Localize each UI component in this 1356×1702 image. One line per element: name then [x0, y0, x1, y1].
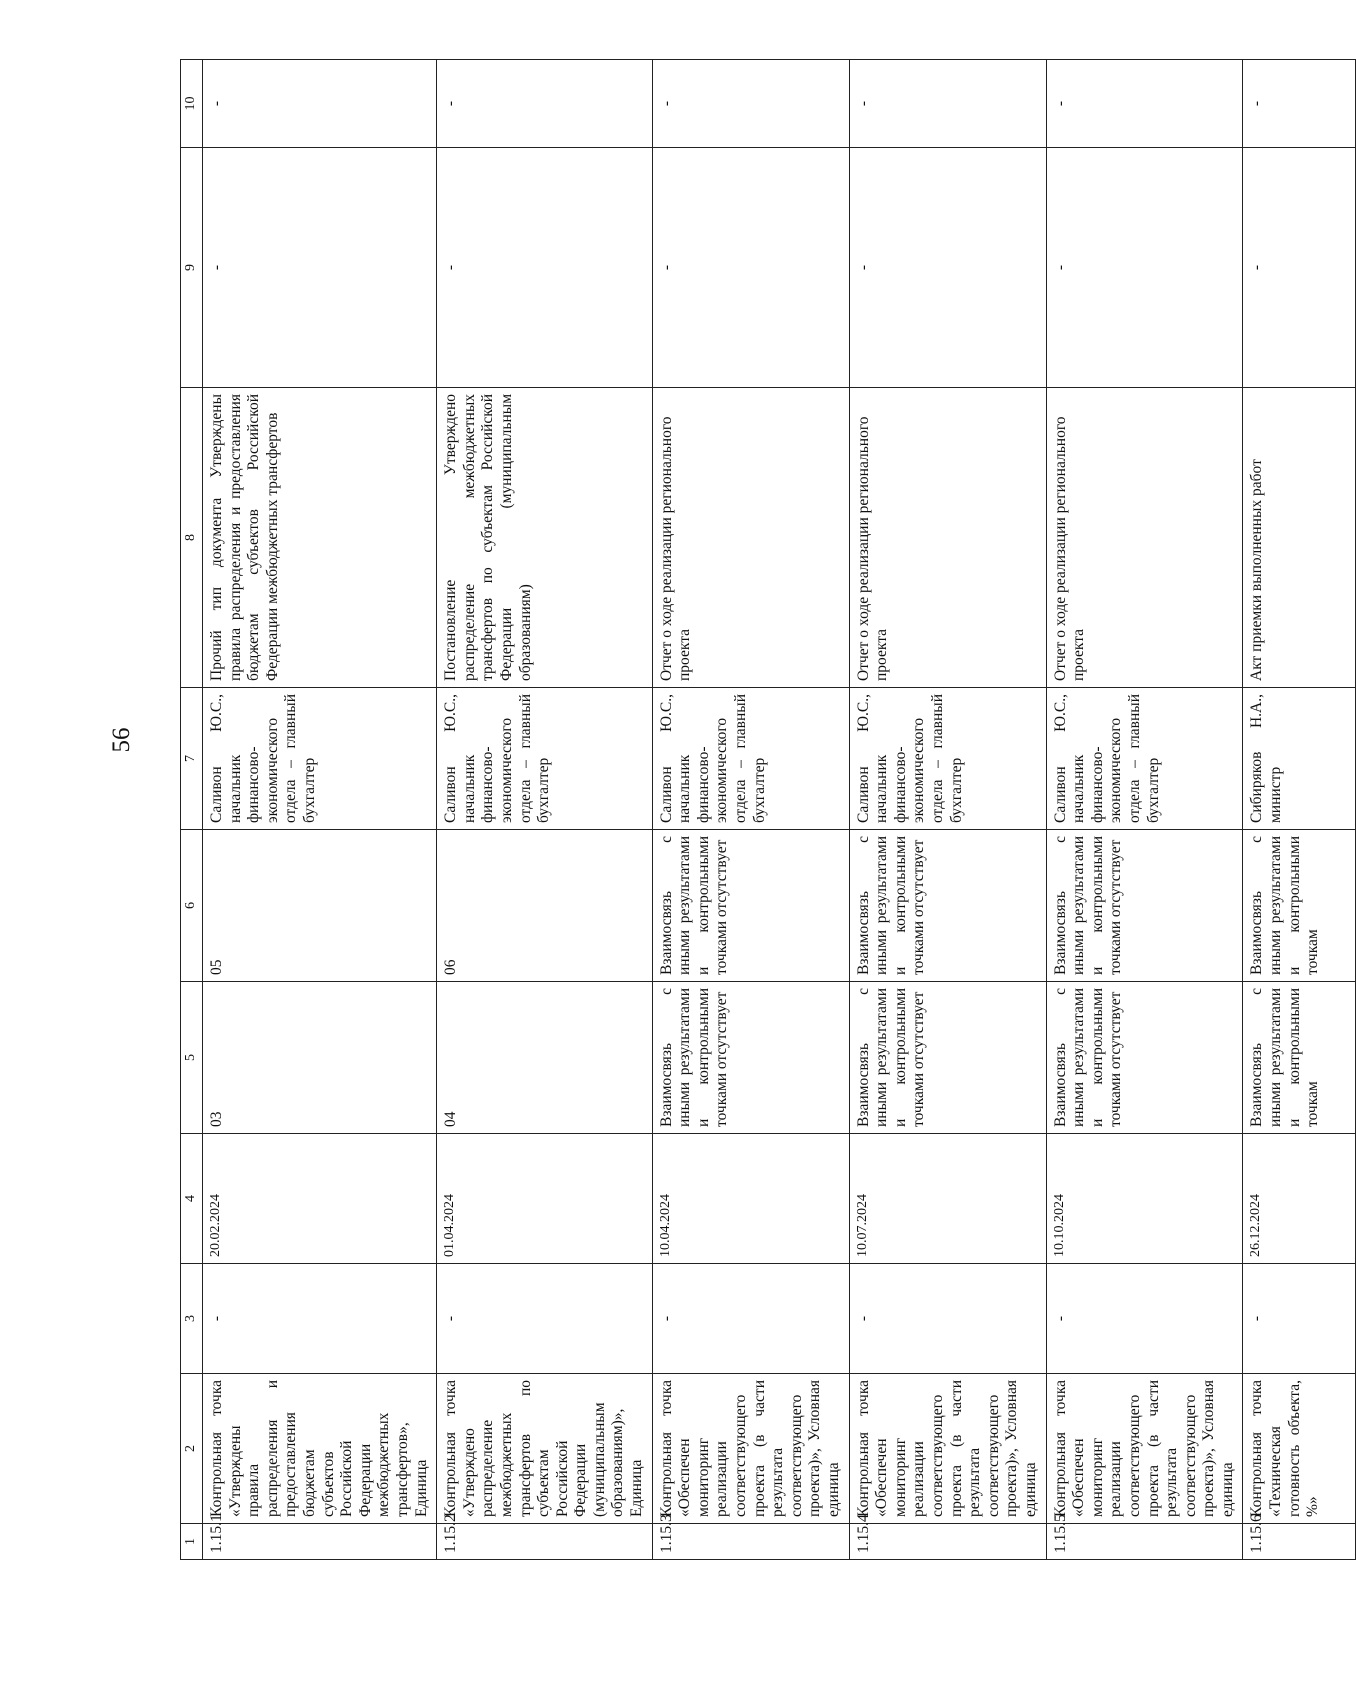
successors: 06 — [437, 830, 653, 982]
cell-col-3: - — [849, 1264, 1046, 1374]
control-point-name: Контрольная точка «Утверждено распределение межбюджетных трансфертов по субъектам Российской Федерации (муниципальным образованиям)», Единица — [437, 1374, 653, 1524]
control-point-name: Контрольная точка «Обеспечен мониторинг реализации соответствующего проекта (в части результата соответствующего проекта)», Условная единица — [1046, 1374, 1243, 1524]
table-row — [437, 60, 653, 1560]
cell-col-3: - — [437, 1264, 653, 1374]
column-number: 4 — [181, 1134, 203, 1264]
column-number: 8 — [181, 388, 203, 688]
column-number: 9 — [181, 148, 203, 388]
column-number: 10 — [181, 60, 203, 148]
predecessors: Взаимосвязь с иными результатами и контрольными точкам — [1243, 982, 1356, 1134]
cell-col-3: - — [652, 1264, 849, 1374]
cell-col-9: - — [1243, 148, 1356, 388]
deadline-date: 01.04.2024 — [437, 1134, 653, 1264]
row-number: 1.15.3 — [652, 1524, 849, 1560]
responsible-person: Саливон Ю.С., начальник финансово-экономического отдела – главный бухгалтер — [1046, 688, 1243, 830]
deadline-date: 10.07.2024 — [849, 1134, 1046, 1264]
table-row — [1243, 60, 1356, 1560]
cell-col-10: - — [652, 60, 849, 148]
row-number: 1.15.2 — [437, 1524, 653, 1560]
predecessors: Взаимосвязь с иными результатами и контрольными точками отсутствует — [849, 982, 1046, 1134]
responsible-person: Саливон Ю.С., начальник финансово-экономического отдела – главный бухгалтер — [203, 688, 437, 830]
successors: Взаимосвязь с иными результатами и контрольными точками отсутствует — [1046, 830, 1243, 982]
cell-col-9: - — [1046, 148, 1243, 388]
predecessors: 03 — [203, 982, 437, 1134]
document-type: Прочий тип документа Утверждены правила распределения и предоставления бюджетам субъектов Российской Федерации межбюджетных трансфертов — [203, 388, 437, 688]
cell-col-3: - — [203, 1264, 437, 1374]
successors: Взаимосвязь с иными результатами и контрольными точками отсутствует — [849, 830, 1046, 982]
document-type: Отчет о ходе реализации регионального проекта — [849, 388, 1046, 688]
row-number: 1.15.1 — [203, 1524, 437, 1560]
cell-col-10: - — [849, 60, 1046, 148]
responsible-person: Саливон Ю.С., начальник финансово-экономического отдела – главный бухгалтер — [437, 688, 653, 830]
cell-col-3: - — [1046, 1264, 1243, 1374]
control-points-table — [180, 59, 1356, 1560]
cell-col-10: - — [1243, 60, 1356, 148]
row-number: 1.15.6 — [1243, 1524, 1356, 1560]
cell-col-10: - — [1046, 60, 1243, 148]
table-row — [1046, 60, 1243, 1560]
document-type: Отчет о ходе реализации регионального проекта — [652, 388, 849, 688]
row-number: 1.15.4 — [849, 1524, 1046, 1560]
rotated-table-container — [180, 60, 1322, 1560]
cell-col-10: - — [203, 60, 437, 148]
successors: Взаимосвязь с иными результатами и контрольными точкам — [1243, 830, 1356, 982]
column-number: 3 — [181, 1264, 203, 1374]
deadline-date: 10.10.2024 — [1046, 1134, 1243, 1264]
column-number: 2 — [181, 1374, 203, 1524]
deadline-date: 20.02.2024 — [203, 1134, 437, 1264]
control-point-name: Контрольная точка «Утверждены правила распределения и предоставления бюджетам субъектов Российской Федерации межбюджетных трансфертов», Единица — [203, 1374, 437, 1524]
row-number: 1.15.5 — [1046, 1524, 1243, 1560]
document-type: Постановление Утверждено распределение межбюджетных трансфертов по субъектам Российской Федерации (муниципальным образованиям) — [437, 388, 653, 688]
successors: 05 — [203, 830, 437, 982]
table-row — [203, 60, 437, 1560]
control-point-name: Контрольная точка «Техническая готовность объекта, %» — [1243, 1374, 1356, 1524]
cell-col-9: - — [849, 148, 1046, 388]
responsible-person: Саливон Ю.С., начальник финансово-экономического отдела – главный бухгалтер — [652, 688, 849, 830]
responsible-person: Сибиряков Н.А., министр — [1243, 688, 1356, 830]
predecessors: 04 — [437, 982, 653, 1134]
predecessors: Взаимосвязь с иными результатами и контрольными точками отсутствует — [652, 982, 849, 1134]
column-number: 7 — [181, 688, 203, 830]
table-row — [652, 60, 849, 1560]
cell-col-9: - — [203, 148, 437, 388]
document-type: Отчет о ходе реализации регионального проекта — [1046, 388, 1243, 688]
successors: Взаимосвязь с иными результатами и контрольными точками отсутствует — [652, 830, 849, 982]
column-number: 5 — [181, 982, 203, 1134]
predecessors: Взаимосвязь с иными результатами и контрольными точками отсутствует — [1046, 982, 1243, 1134]
column-number: 6 — [181, 830, 203, 982]
page-number: 56 — [108, 727, 135, 753]
cell-col-10: - — [437, 60, 653, 148]
column-number: 1 — [181, 1524, 203, 1560]
document-type: Акт приемки выполненных работ — [1243, 388, 1356, 688]
table-row — [849, 60, 1046, 1560]
deadline-date: 10.04.2024 — [652, 1134, 849, 1264]
cell-col-9: - — [652, 148, 849, 388]
cell-col-9: - — [437, 148, 653, 388]
responsible-person: Саливон Ю.С., начальник финансово-экономического отдела – главный бухгалтер — [849, 688, 1046, 830]
header-row — [181, 60, 203, 1560]
control-point-name: Контрольная точка «Обеспечен мониторинг реализации соответствующего проекта (в части результата соответствующего проекта)», Условная единица — [849, 1374, 1046, 1524]
cell-col-3: - — [1243, 1264, 1356, 1374]
deadline-date: 26.12.2024 — [1243, 1134, 1356, 1264]
control-point-name: Контрольная точка «Обеспечен мониторинг реализации соответствующего проекта (в части результата соответствующего проекта)», Условная единица — [652, 1374, 849, 1524]
